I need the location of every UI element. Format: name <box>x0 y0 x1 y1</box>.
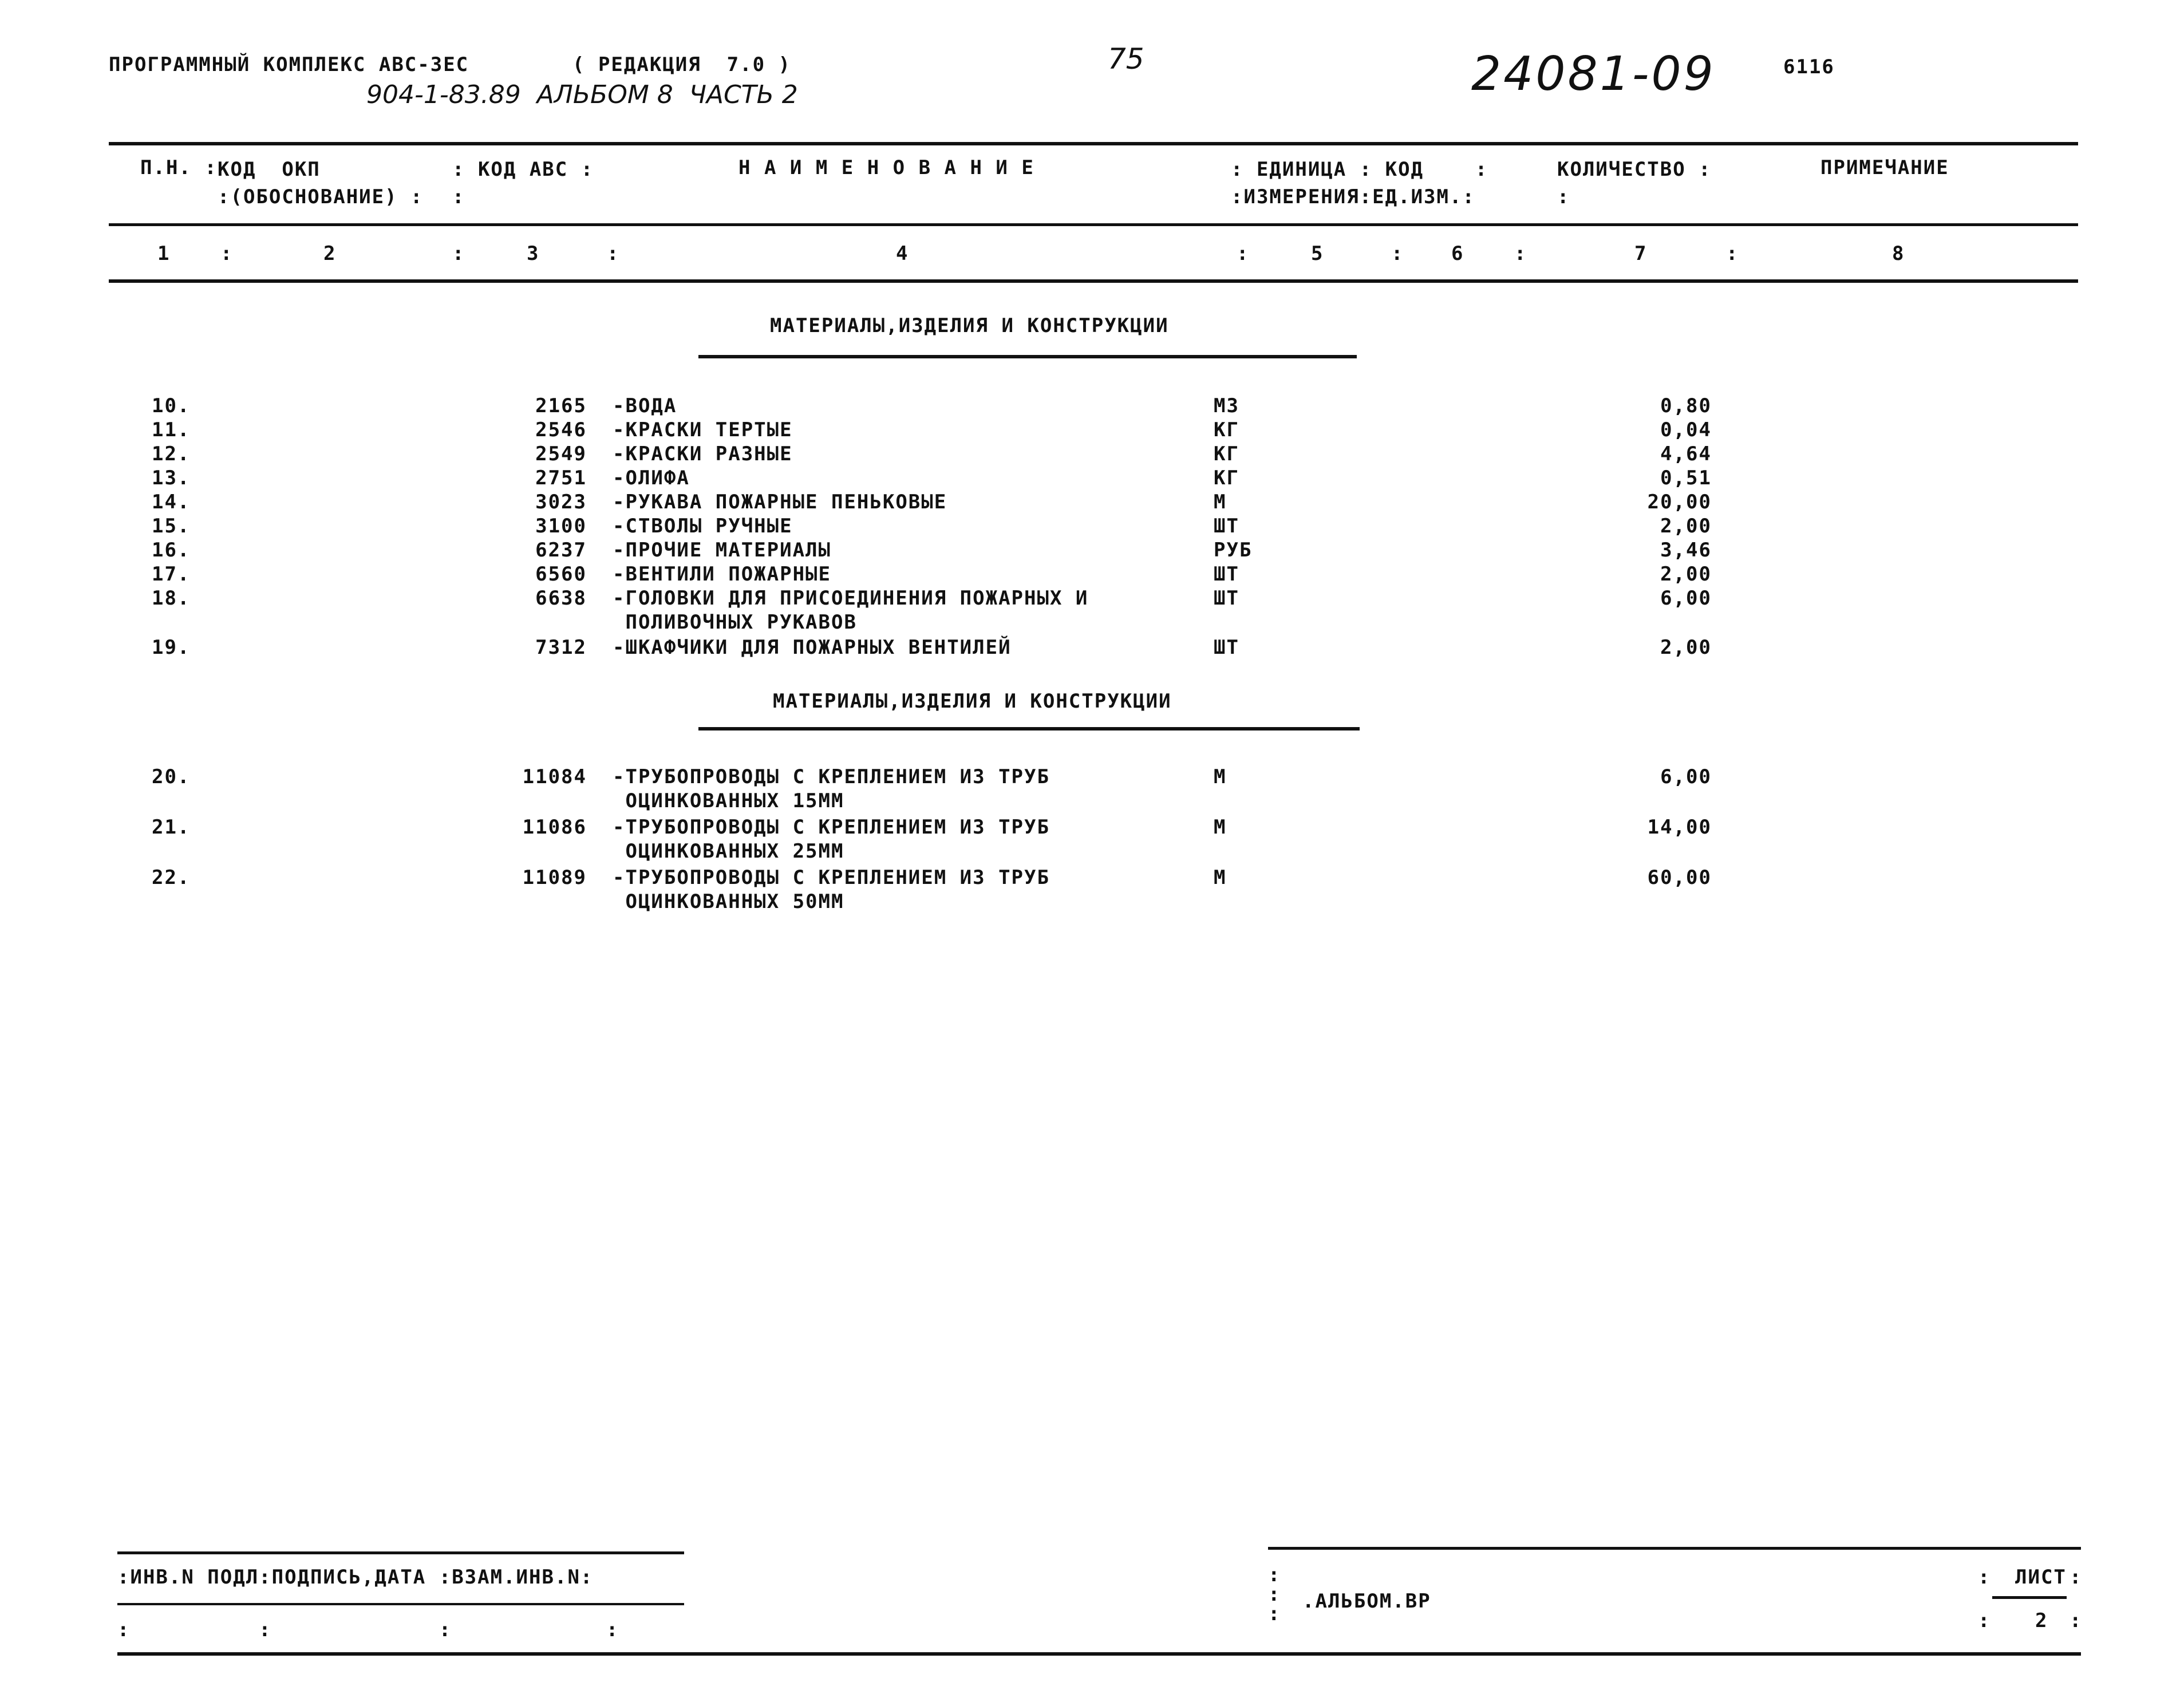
row-number: 13. <box>152 467 191 489</box>
footer-right-top-rule <box>1268 1547 2081 1550</box>
row-number: 14. <box>152 491 191 514</box>
col-sep: : <box>1726 242 1739 265</box>
row-unit: КГ <box>1214 418 1239 441</box>
row-quantity: 2,00 <box>1660 515 1712 538</box>
row-name-continued: ПОЛИВОЧНЫХ РУКАВОВ <box>613 611 857 634</box>
row-abc-code: 11084 <box>522 765 587 788</box>
col-num-1: 1 <box>157 242 171 265</box>
row-unit: ШТ <box>1214 563 1239 586</box>
footer-sheet-rule <box>1992 1596 2067 1599</box>
row-number: 22. <box>152 866 191 889</box>
col-num-7: 7 <box>1634 242 1648 265</box>
row-quantity: 2,00 <box>1660 563 1712 586</box>
row-number: 11. <box>152 418 191 441</box>
col-num-3: 3 <box>527 242 540 265</box>
row-quantity: 60,00 <box>1647 866 1712 889</box>
row-name: -ГОЛОВКИ ДЛЯ ПРИСОЕДИНЕНИЯ ПОЖАРНЫХ И <box>613 587 1089 610</box>
section-title: МАТЕРИАЛЫ,ИЗДЕЛИЯ И КОНСТРУКЦИИ <box>770 314 1169 337</box>
row-unit: КГ <box>1214 467 1239 489</box>
table-row <box>109 562 2078 586</box>
footer-signature-fields: : : : : <box>117 1618 619 1641</box>
footer-sheet-sep: : <box>2070 1609 2083 1632</box>
col-header-name: Н А И М Е Н О В А Н И Е <box>738 156 1034 179</box>
row-name: -ОЛИФА <box>613 467 690 489</box>
row-unit: ШТ <box>1214 515 1239 538</box>
row-name: -ТРУБОПРОВОДЫ С КРЕПЛЕНИЕМ ИЗ ТРУБ <box>613 816 1050 839</box>
row-abc-code: 7312 <box>535 636 587 659</box>
row-quantity: 0,04 <box>1660 418 1712 441</box>
col-sep: : <box>1237 242 1250 265</box>
row-name: -ШКАФЧИКИ ДЛЯ ПОЖАРНЫХ ВЕНТИЛЕЙ <box>613 636 1012 659</box>
header-bottom-rule <box>109 279 2078 283</box>
table-row <box>109 394 2078 418</box>
row-abc-code: 3023 <box>535 491 587 514</box>
header-mid-rule <box>109 223 2078 226</box>
row-abc-code: 6560 <box>535 563 587 586</box>
row-name: -ПРОЧИЕ МАТЕРИАЛЫ <box>613 539 831 562</box>
edition-label: ( РЕДАКЦИЯ 7.0 ) <box>572 53 791 76</box>
table-row <box>109 815 2078 863</box>
row-name: -ТРУБОПРОВОДЫ С КРЕПЛЕНИЕМ ИЗ ТРУБ <box>613 765 1050 788</box>
row-name: -ВЕНТИЛИ ПОЖАРНЫЕ <box>613 563 831 586</box>
col-sep: : <box>1391 242 1404 265</box>
col-header-abc: : КОД АВС : : <box>452 158 594 208</box>
footer-separator: : : : <box>1268 1563 1281 1625</box>
document-number-handwritten: 24081-09 <box>1471 47 1716 101</box>
row-number: 15. <box>152 515 191 538</box>
footer-left-mid-rule <box>117 1603 684 1605</box>
section-title: МАТЕРИАЛЫ,ИЗДЕЛИЯ И КОНСТРУКЦИИ <box>773 690 1172 713</box>
row-name-continued: ОЦИНКОВАННЫХ 50ММ <box>613 890 844 913</box>
section-title-underline <box>698 727 1360 731</box>
footer-sheet-sep: : <box>2070 1566 2083 1589</box>
row-abc-code: 2546 <box>535 418 587 441</box>
row-number: 20. <box>152 765 191 788</box>
table-row <box>109 538 2078 562</box>
col-num-8: 8 <box>1892 242 1905 265</box>
row-name: -ТРУБОПРОВОДЫ С КРЕПЛЕНИЕМ ИЗ ТРУБ <box>613 866 1050 889</box>
col-sep: : <box>607 242 620 265</box>
row-unit: М <box>1214 765 1227 788</box>
row-unit: КГ <box>1214 443 1239 465</box>
col-sep: : <box>220 242 234 265</box>
row-name: -КРАСКИ ТЕРТЫЕ <box>613 418 793 441</box>
table-row <box>109 514 2078 538</box>
row-number: 17. <box>152 563 191 586</box>
row-name: -РУКАВА ПОЖАРНЫЕ ПЕНЬКОВЫЕ <box>613 491 947 514</box>
footer-sheet-sep: : <box>1978 1566 1991 1589</box>
footer-sheet-number: 2 <box>2035 1609 2048 1632</box>
row-name: -ВОДА <box>613 394 677 417</box>
col-sep: : <box>452 242 465 265</box>
row-abc-code: 11089 <box>522 866 587 889</box>
album-handwritten-note: 904-1-83.89 АЛЬБОМ 8 ЧАСТЬ 2 <box>366 80 798 109</box>
table-row <box>109 765 2078 813</box>
table-row <box>109 586 2078 634</box>
row-unit: ШТ <box>1214 636 1239 659</box>
row-name-continued: ОЦИНКОВАННЫХ 15ММ <box>613 789 844 812</box>
col-header-pn: П.Н. : <box>140 156 218 179</box>
footer-left-top-rule <box>117 1551 684 1554</box>
row-quantity: 0,80 <box>1660 394 1712 417</box>
row-abc-code: 6237 <box>535 539 587 562</box>
row-abc-code: 6638 <box>535 587 587 610</box>
row-quantity: 2,00 <box>1660 636 1712 659</box>
row-quantity: 14,00 <box>1647 816 1712 839</box>
row-number: 18. <box>152 587 191 610</box>
row-unit: М3 <box>1214 394 1239 417</box>
table-row <box>109 490 2078 514</box>
document-code: 6116 <box>1783 56 1835 78</box>
section-title-underline <box>698 355 1357 358</box>
row-quantity: 20,00 <box>1647 491 1712 514</box>
row-quantity: 4,64 <box>1660 443 1712 465</box>
row-unit: М <box>1214 816 1227 839</box>
page-number-handwritten: 75 <box>1108 42 1144 76</box>
footer-bottom-rule <box>117 1652 2081 1656</box>
row-unit: М <box>1214 491 1227 514</box>
row-name: -СТВОЛЫ РУЧНЫЕ <box>613 515 793 538</box>
col-header-note: ПРИМЕЧАНИЕ <box>1820 156 1949 179</box>
col-header-qty: КОЛИЧЕСТВО : : <box>1557 158 1712 208</box>
col-num-6: 6 <box>1451 242 1464 265</box>
row-number: 12. <box>152 443 191 465</box>
row-name-continued: ОЦИНКОВАННЫХ 25ММ <box>613 840 844 863</box>
row-number: 10. <box>152 394 191 417</box>
col-num-4: 4 <box>896 242 909 265</box>
row-abc-code: 3100 <box>535 515 587 538</box>
row-abc-code: 2751 <box>535 467 587 489</box>
row-number: 16. <box>152 539 191 562</box>
row-quantity: 6,00 <box>1660 765 1712 788</box>
row-quantity: 3,46 <box>1660 539 1712 562</box>
row-number: 21. <box>152 816 191 839</box>
row-unit: РУБ <box>1214 539 1253 562</box>
row-quantity: 6,00 <box>1660 587 1712 610</box>
row-number: 19. <box>152 636 191 659</box>
row-abc-code: 2165 <box>535 394 587 417</box>
row-quantity: 0,51 <box>1660 467 1712 489</box>
footer-album-label: .АЛЬБОМ.ВР <box>1302 1590 1431 1613</box>
col-num-2: 2 <box>323 242 337 265</box>
row-name: -КРАСКИ РАЗНЫЕ <box>613 443 793 465</box>
col-header-okp: КОД ОКП :(ОБОСНОВАНИЕ) : <box>218 158 424 208</box>
col-num-5: 5 <box>1311 242 1324 265</box>
table-row <box>109 866 2078 914</box>
program-title: ПРОГРАММНЫЙ КОМПЛЕКС АВС-ЗЕС <box>109 53 469 76</box>
col-sep: : <box>1514 242 1527 265</box>
row-unit: М <box>1214 866 1227 889</box>
row-unit: ШТ <box>1214 587 1239 610</box>
footer-sheet-label: ЛИСТ <box>2015 1566 2067 1589</box>
row-abc-code: 11086 <box>522 816 587 839</box>
footer-signature-labels: :ИНВ.N ПОДЛ:ПОДПИСЬ,ДАТА :ВЗАМ.ИНВ.N: <box>117 1566 594 1589</box>
header-top-rule <box>109 142 2078 145</box>
table-row <box>109 418 2078 442</box>
table-row <box>109 635 2078 660</box>
row-abc-code: 2549 <box>535 443 587 465</box>
table-row <box>109 466 2078 490</box>
footer-sheet-sep: : <box>1978 1609 1991 1632</box>
col-header-unit: : ЕДИНИЦА : КОД : :ИЗМЕРЕНИЯ:ЕД.ИЗМ.: <box>1231 158 1488 208</box>
table-row <box>109 442 2078 466</box>
